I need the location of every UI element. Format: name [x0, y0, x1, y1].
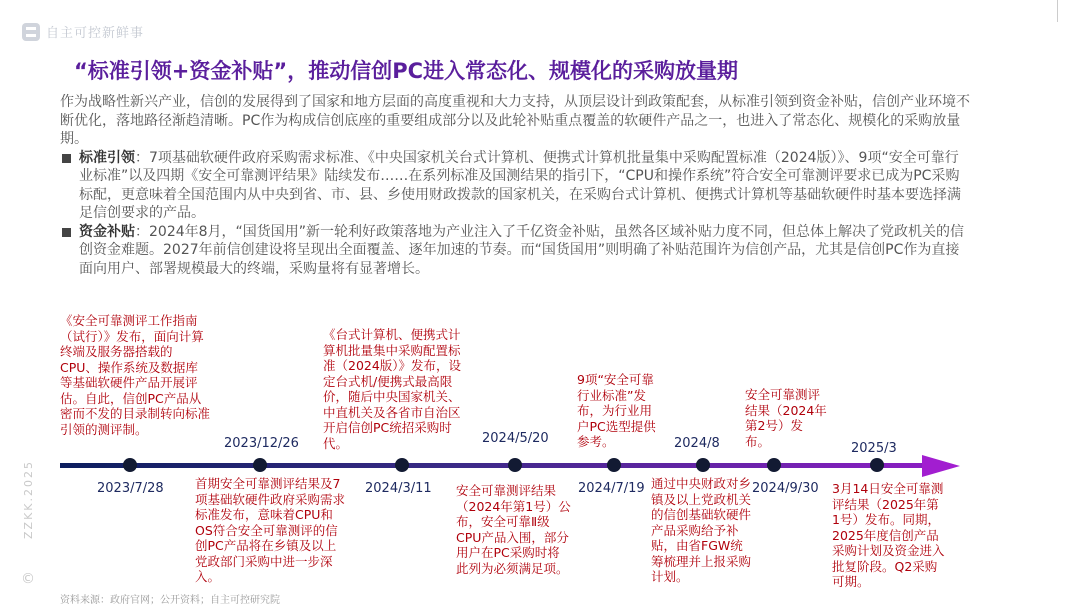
bullet-text: ：2024年8月，“国货国用”新一轮利好政策落地为产业注入了千亿资金补贴，虽然各区域补贴力度不同，但总体上解决了党政机关的信创资金难题。2027年前信创建设将呈现出全面覆盖、逐年加速的节奏。而“国货国用”则明确了补贴范围许为信创产品，尤其是信创PC作为直接面向用户、部署规模最大的终端，采购量将有显著增长。 — [79, 223, 965, 277]
bullet-label: 标准引领 — [79, 149, 135, 166]
page-title: “标准引领+资金补贴”，推动信创PC进入常态化、规模化的采购放量期 — [74, 59, 738, 83]
timeline-bar — [60, 463, 925, 468]
brand-logo — [22, 22, 144, 41]
logo-text: 自主可控新鲜事 — [46, 26, 145, 41]
timeline-date: 2025/3 — [851, 441, 897, 456]
bullet-square-icon — [62, 228, 71, 237]
timeline-dot — [508, 458, 522, 472]
copyright-icon: © — [21, 571, 35, 587]
bullet-text: ：7项基础软硬件政府采购需求标准、《中央国家机关台式计算机、便携式计算机批量集中采购配置标准（2024版）》、9项“安全可靠行业标准”以及四期《安全可靠测评结果》陆续发布……在系列标准及国测结果的指引下，“CPU和操作系统”符合安全可靠测评要求已成为PC采购标配，更意味着全国范围内从中央到省、市、县、乡使用财政拨款的国家机关，在采购台式计算机、便携式计算机等基础软硬件时基本要选择满足信创要求的产品。 — [79, 149, 961, 221]
timeline-note: 通过中央财政对乡镇及以上党政机关的信创基础软硬件产品采购给予补贴，由省FGW统筹梳理并上报采购计划。 — [651, 476, 752, 584]
bullet-funding — [60, 223, 970, 279]
intro-paragraph: 作为战略性新兴产业，信创的发展得到了国家和地方层面的高度重视和大力支持，从顶层设计到政策配套，从标准引领到资金补贴，信创产业环境不断优化，落地路径渐趋清晰。PC作为构成信创底座的重要组成部分以及此轮补贴重点覆盖的软硬件产品之一，也进入了常态化、规模化的采购放量期。 — [60, 94, 970, 147]
source-note: 资料来源：政府官网；公开资料；自主可控研究院 — [60, 595, 280, 606]
timeline-note: 3月14日安全可靠测评结果（2025年第1号）发布。同期，2025年度信创产品采购计划及资金进入批复阶段。Q2采购可期。 — [832, 481, 945, 589]
body-text — [60, 93, 970, 278]
timeline-date: 2023/7/28 — [97, 481, 164, 496]
timeline-date: 2023/12/26 — [224, 436, 299, 451]
timeline-date: 2024/7/19 — [578, 481, 645, 496]
timeline-note: 首期安全可靠测评结果及7项基础软硬件政府采购需求标准发布，意味着CPU和OS符合安全可靠测评的信创PC产品将在乡镇及以上党政部门采购中进一步深入。 — [195, 476, 346, 584]
timeline-note: 安全可靠测评结果（2024年第1号）公布，安全可靠Ⅱ级CPU产品入围，部分用户在PC采购时将此列为必须满足项。 — [456, 483, 571, 576]
timeline-date: 2024/5/20 — [482, 431, 549, 446]
timeline-date: 2024/8 — [674, 436, 720, 451]
timeline-dot — [395, 458, 409, 472]
timeline-dot — [607, 458, 621, 472]
timeline-arrow-icon — [922, 455, 960, 477]
bullet-square-icon — [62, 154, 71, 163]
logo-icon — [22, 23, 40, 41]
timeline-date: 2024/9/30 — [752, 481, 819, 496]
timeline-note: 安全可靠测评结果（2024年第2号）发布。 — [745, 387, 827, 449]
timeline-dot — [870, 458, 884, 472]
watermark: ZZKK.2025 — [22, 460, 35, 539]
timeline-note: 9项“安全可靠行业标准”发布，为行业用户PC选型提供参考。 — [577, 372, 656, 449]
timeline-dot — [696, 458, 710, 472]
timeline-dot — [253, 458, 267, 472]
timeline-dot — [767, 458, 781, 472]
timeline-dot — [123, 458, 137, 472]
timeline-note: 《台式计算机、便携式计算机批量集中采购配置标准（2024版）》发布，设定台式机/便携式最高限价，随后中央国家机关、中直机关及各省市自治区开启信创PC统招采购时代。 — [323, 327, 462, 451]
timeline-date: 2024/3/11 — [365, 481, 432, 496]
bullet-label: 资金补贴 — [79, 223, 135, 240]
bullet-standard — [60, 149, 970, 223]
timeline-note: 《安全可靠测评工作指南（试行）》发布，面向计算终端及服务器搭载的CPU、操作系统及数据库等基础软硬件产品开展评估。自此，信创PC产品从密而不发的目录制转向标准引领的测评制。 — [60, 313, 211, 437]
edge-divider — [1057, 0, 1058, 22]
